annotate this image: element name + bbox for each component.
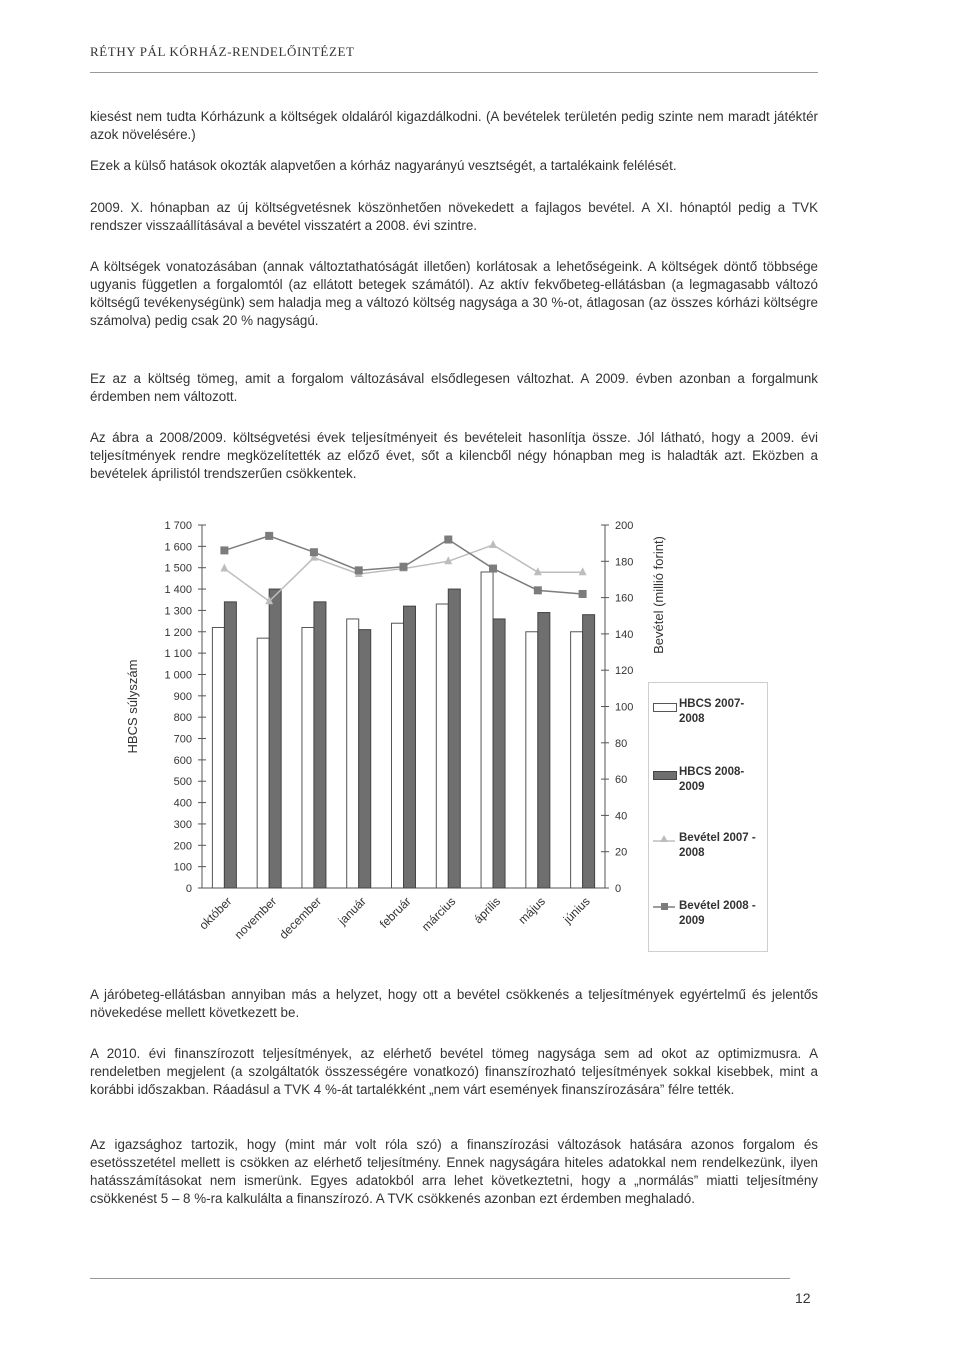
paragraph-5: Ez az a költség tömeg, amit a forgalom változásával elsődlegesen változhat. A 2009. évben azonban a forgalmunk érdemben nem változott. bbox=[90, 371, 818, 404]
x-tick-label: november bbox=[231, 894, 280, 942]
right-tick-label: 20 bbox=[615, 846, 628, 859]
paragraph-2: Ezek a külső hatások okozták alapvetően a kórház nagyarányú vesztségét, a tartalékaink felélését. bbox=[90, 158, 677, 173]
bar-hbcs-2008 bbox=[583, 615, 595, 888]
point-rev-2008 bbox=[579, 590, 587, 598]
bar-hbcs-2007 bbox=[257, 638, 269, 888]
legend-label-hbcs-2007: HBCS 2007-2008 bbox=[679, 698, 745, 725]
right-tick-label: 60 bbox=[615, 774, 628, 787]
right-tick-label: 180 bbox=[615, 556, 634, 569]
x-tick-label: március bbox=[418, 894, 459, 934]
left-tick-label: 1 200 bbox=[164, 626, 192, 639]
bar-hbcs-2007 bbox=[571, 632, 583, 888]
bar-hbcs-2008 bbox=[448, 589, 460, 888]
right-tick-label: 200 bbox=[615, 520, 634, 532]
legend-triangle-icon bbox=[653, 834, 675, 842]
header-rule bbox=[90, 72, 818, 73]
point-rev-2007 bbox=[220, 564, 228, 572]
right-tick-label: 100 bbox=[615, 701, 634, 714]
footer-rule bbox=[90, 1278, 790, 1279]
bar-hbcs-2007 bbox=[392, 623, 404, 888]
left-tick-label: 1 300 bbox=[164, 605, 192, 618]
bar-hbcs-2008 bbox=[538, 613, 550, 888]
left-axis-label: HBCS súlyszám bbox=[125, 659, 140, 754]
legend-label-rev-2007: Bevétel 2007 - 2008 bbox=[679, 832, 756, 859]
left-tick-label: 300 bbox=[173, 818, 192, 831]
point-rev-2008 bbox=[534, 586, 542, 594]
point-rev-2008 bbox=[220, 546, 228, 554]
legend-label-hbcs-2008: HBCS 2008-2009 bbox=[679, 766, 745, 793]
right-tick-label: 160 bbox=[615, 592, 634, 605]
bar-hbcs-2007 bbox=[526, 632, 538, 888]
left-tick-label: 100 bbox=[173, 861, 192, 874]
legend-swatch-hbcs-2008 bbox=[653, 771, 677, 780]
left-tick-label: 1 100 bbox=[164, 648, 192, 661]
left-tick-label: 0 bbox=[185, 883, 192, 895]
left-tick-label: 1 700 bbox=[164, 520, 192, 532]
bar-hbcs-2007 bbox=[436, 604, 448, 888]
page-number: 12 bbox=[795, 1290, 811, 1306]
chart-svg bbox=[110, 505, 666, 970]
right-tick-label: 40 bbox=[615, 810, 628, 823]
right-axis-label: Bevétel (millió forint) bbox=[651, 536, 666, 654]
bar-hbcs-2008 bbox=[269, 589, 281, 888]
paragraph-4: A költségek vonatozásában (annak változtathatóságát illetően) korlátosak a lehetőségeink. A költségek döntő többsége ugyanis független a forgalomtól (az ellátott betegek számától). Az aktív fekvőbeteg-ellátásban (a legmagasabb változó költségű tevékenységünk) sem haladja meg a változó költség nagysága a 30 %-ot, átlagosan (az összes kórházi költségre számolva) pedig csak 20 % nagyságú. bbox=[90, 259, 818, 328]
left-tick-label: 900 bbox=[173, 690, 192, 703]
right-tick-label: 140 bbox=[615, 628, 634, 641]
legend-square-icon bbox=[653, 902, 675, 910]
chart-legend bbox=[648, 682, 768, 952]
point-rev-2008 bbox=[400, 563, 408, 571]
point-rev-2008 bbox=[265, 532, 273, 540]
x-tick-label: október bbox=[196, 894, 235, 933]
running-header: RÉTHY PÁL KÓRHÁZ-RENDELŐINTÉZET bbox=[90, 44, 355, 59]
point-rev-2007 bbox=[489, 540, 497, 548]
bar-hbcs-2008 bbox=[314, 602, 326, 888]
line-rev-2007 bbox=[224, 545, 582, 601]
left-tick-label: 1 000 bbox=[164, 669, 192, 682]
point-rev-2008 bbox=[310, 548, 318, 556]
right-tick-label: 0 bbox=[615, 883, 622, 895]
left-tick-label: 700 bbox=[173, 733, 192, 746]
bar-hbcs-2007 bbox=[302, 627, 314, 888]
left-tick-label: 1 600 bbox=[164, 541, 192, 554]
left-tick-label: 800 bbox=[173, 712, 192, 725]
bar-hbcs-2008 bbox=[359, 630, 371, 888]
paragraph-7: A járóbeteg-ellátásban annyiban más a helyzet, hogy ott a bevétel csökkenés a teljesítmények egyértelmű és jelentős növekedése mellett következett be. bbox=[90, 987, 818, 1020]
left-tick-label: 1 400 bbox=[164, 584, 192, 597]
right-tick-label: 80 bbox=[615, 737, 628, 750]
legend-label-rev-2008: Bevétel 2008 - 2009 bbox=[679, 900, 756, 927]
paragraph-3: 2009. X. hónapban az új költségvetésnek köszönhetően növekedett a fajlagos bevétel. A XI. hónaptól pedig a TVK rendszer visszaállításával a bevétel visszatért a 2008. évi szintre. bbox=[90, 200, 818, 233]
paragraph-8: A 2010. évi finanszírozott teljesítmények, az elérhető bevétel tömeg nagysága sem ad okot az optimizmusra. A rendeletben megjelent (a szolgáltatók összességére vonatkozó) finanszírozható teljesítmények sokkal kisebbek, mint a korábbi időszakban. Ráadásul a TVK 4 %-át tartalékként „nem várt események finanszírozására” félre tették. bbox=[90, 1046, 818, 1097]
point-rev-2008 bbox=[489, 565, 497, 573]
bar-hbcs-2008 bbox=[404, 606, 416, 888]
legend-swatch-hbcs-2007 bbox=[653, 703, 677, 712]
bar-hbcs-2008 bbox=[224, 602, 236, 888]
point-rev-2008 bbox=[355, 566, 363, 574]
bar-hbcs-2007 bbox=[347, 619, 359, 888]
paragraph-6: Az ábra a 2008/2009. költségvetési évek teljesítményeit és bevételeit hasonlítja össze. Jól látható, hogy a 2009. évi teljesítmények rendre megközelítették az előző évet, sőt a kilencből négy hónapban meg is haladták azt. Eközben a bevételek áprilistól trendszerűen csökkentek. bbox=[90, 430, 818, 481]
bar-hbcs-2007 bbox=[481, 572, 493, 888]
left-tick-label: 400 bbox=[173, 797, 192, 810]
x-tick-label: január bbox=[335, 894, 369, 928]
left-tick-label: 600 bbox=[173, 754, 192, 767]
x-tick-label: december bbox=[276, 894, 325, 942]
paragraph-9: Az igazsághoz tartozik, hogy (mint már volt róla szó) a finanszírozási változások hatására azonos forgalom és esetösszetétel mellett is csökken az elérhető teljesítmény. Ennek nagyságára hiteles adatokkal nem rendelkezünk, ilyen hatásszámításokat nem ismerünk. Egyes adatokból arra lehet következtetni, hogy a „normálás” miatti teljesítmény csökkenést 5 – 8 %-ra kalkulálta a finanszírozó. A TVK csökkenés azonban ezt érdemben meghaladó. bbox=[90, 1137, 818, 1206]
point-rev-2008 bbox=[444, 536, 452, 544]
x-tick-label: május bbox=[515, 894, 548, 927]
bar-hbcs-2007 bbox=[212, 627, 224, 888]
x-tick-label: június bbox=[560, 894, 593, 927]
right-tick-label: 120 bbox=[615, 665, 634, 678]
x-tick-label: február bbox=[376, 894, 414, 932]
bar-hbcs-2008 bbox=[493, 619, 505, 888]
point-rev-2007 bbox=[579, 567, 587, 575]
left-tick-label: 500 bbox=[173, 776, 192, 789]
left-tick-label: 200 bbox=[173, 840, 192, 853]
x-tick-label: április bbox=[471, 894, 504, 927]
paragraph-1: kiesést nem tudta Kórházunk a költségek oldaláról kigazdálkodni. (A bevételek területén pedig szinte nem maradt játéktér azok növelésére.) bbox=[90, 109, 818, 142]
left-tick-label: 1 500 bbox=[164, 562, 192, 575]
